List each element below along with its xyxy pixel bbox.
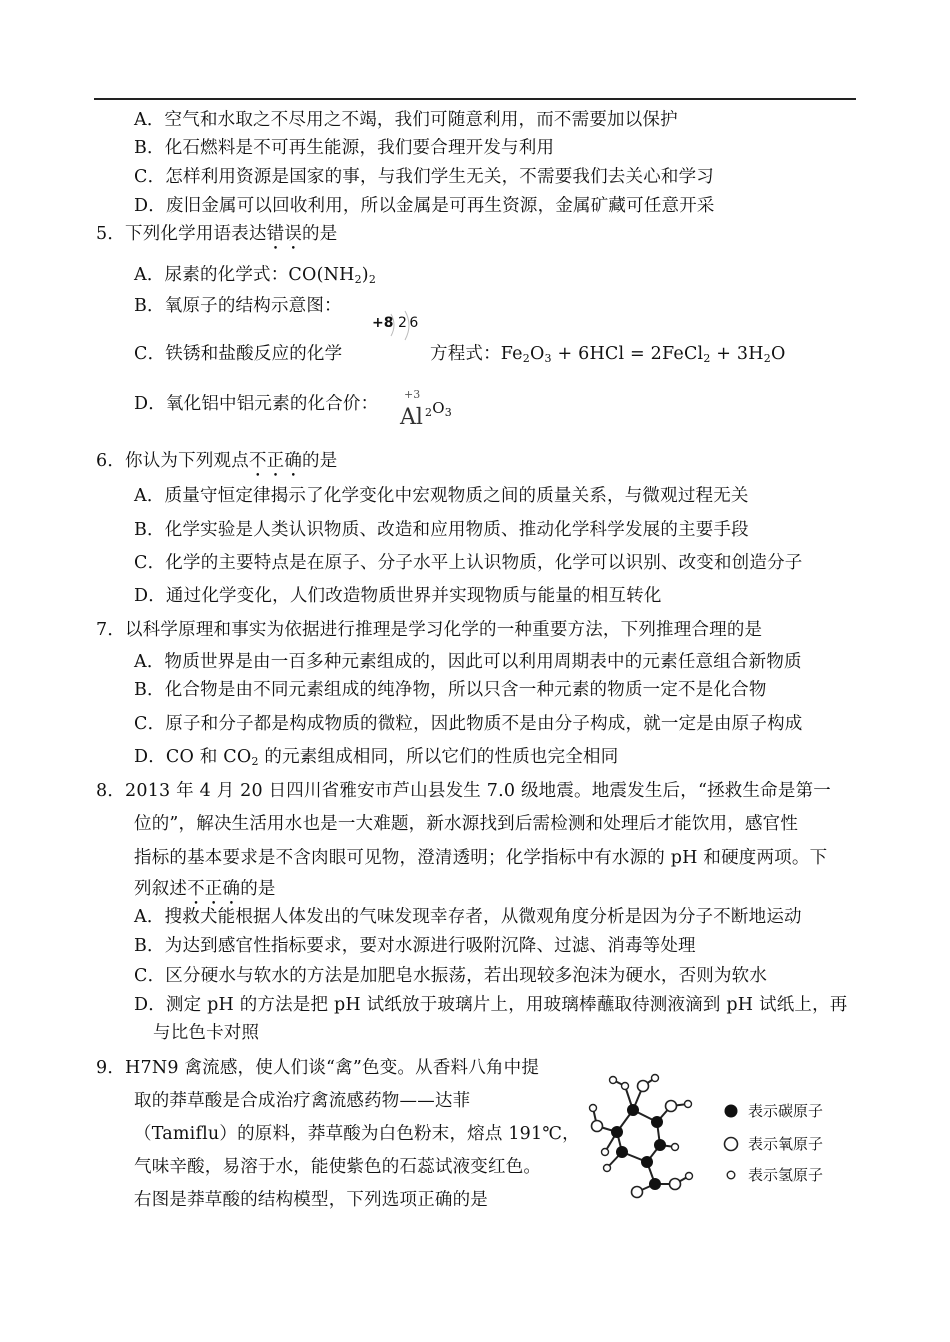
q8-stem-line3: 指标的基本要求是不含肉眼可见物，澄清透明；化学指标中有水源的 pH 和硬度两项。下 [134, 848, 828, 868]
q9-stem-line3: （Tamiflu）的原料，莽草酸为白色粉末，熔点 191℃， [134, 1124, 580, 1144]
atom-nucleus: +8 [372, 315, 394, 331]
valence-label: +3 [404, 388, 421, 401]
legend-hydrogen: 表示氢原子 [748, 1166, 824, 1184]
q8-option-c: C．区分硬水与软水的方法是加肥皂水振荡，若出现较多泡沫为硬水，否则为软水 [134, 966, 768, 986]
legend-symbols [720, 1100, 744, 1180]
legend-oxygen: 表示氧原子 [748, 1135, 824, 1153]
q6-option-c: C．化学的主要特点是在原子、分子水平上认识物质，化学可以识别、改变和创造分子 [134, 553, 803, 573]
q8-stem-line1: 8．2013 年 4 月 20 日四川省雅安市芦山县发生 7.0 级地震。地震发生后，“拯救生命是第一 [96, 781, 831, 801]
q6-stem: 6．你认为下列观点不正确的是 [96, 451, 338, 471]
q6-option-d: D．通过化学变化，人们改造物质世界并实现物质与能量的相互转化 [134, 586, 662, 606]
q9-stem-line4: 气味辛酸，易溶于水，能使紫色的石蕊试液变红色。 [134, 1157, 542, 1177]
q8-option-d-line2: 与比色卡对照 [153, 1023, 260, 1043]
q5-stem: 5．下列化学用语表达错误的是 [96, 224, 338, 244]
shikimic-acid-model [585, 1072, 705, 1207]
q4-option-c: C．怎样利用资源是国家的事，与我们学生无关，不需要我们去关心和学习 [134, 167, 714, 187]
atom-shells: 2 6 [398, 315, 418, 331]
q5-option-c: C．铁锈和盐酸反应的化学 [134, 344, 343, 364]
q5-option-b: B．氧原子的结构示意图： [134, 296, 342, 316]
q7-option-d: D．CO 和 $CO_2$ 的元素组成相同，所以它们的性质也完全相同 [134, 747, 619, 768]
q7-option-b: B．化合物是由不同元素组成的纯净物，所以只含一种元素的物质一定不是化合物 [134, 680, 767, 700]
q5-option-d: D．氧化铝中铝元素的化合价： [134, 394, 379, 414]
q9-stem-line1: 9．H7N9 禽流感，使人们谈“禽”色变。从香料八角中提 [96, 1058, 540, 1078]
aluminum-symbol: Al [400, 405, 423, 430]
q5-option-c-equation: 方程式：$Fe_2O_3 + 6HCl$ = 2FeCl$_2$ + $3H_2O$ [430, 344, 786, 365]
legend-carbon: 表示碳原子 [748, 1102, 824, 1120]
q8-emphasis: 不正确 [187, 879, 241, 899]
q4-option-a: A．空气和水取之不尽用之不竭，我们可随意利用，而不需要加以保护 [134, 110, 678, 130]
header-rule [94, 98, 856, 100]
q5-emphasis: 错误 [266, 224, 303, 244]
alumina-formula: $_2O_3$ [425, 399, 452, 419]
q4-option-b: B．化石燃料是不可再生能源，我们要合理开发与利用 [134, 138, 555, 158]
q8-option-d-line1: D．测定 pH 的方法是把 pH 试纸放于玻璃片上，用玻璃棒蘸取待测液滴到 pH 试纸上，再 [134, 995, 848, 1015]
q4-option-d: D．废旧金属可以回收利用，所以金属是可再生资源，金属矿藏可任意开采 [134, 196, 715, 216]
oxygen-atom-diagram [367, 306, 427, 348]
q6-option-b: B．化学实验是人类认识物质、改造和应用物质、推动化学科学发展的主要手段 [134, 520, 749, 540]
q9-stem-line5: 右图是莽草酸的结构模型，下列选项正确的是 [134, 1190, 488, 1210]
q7-stem: 7．以科学原理和事实为依据进行推理是学习化学的一种重要方法，下列推理合理的是 [96, 620, 763, 640]
q6-option-a: A．质量守恒定律揭示了化学变化中宏观物质之间的质量关系，与微观过程无关 [134, 486, 749, 506]
q5-option-a: A．尿素的化学式：$CO(NH_2)_2$ [134, 265, 377, 286]
q9-stem-line2: 取的莽草酸是合成治疗禽流感药物——达菲 [134, 1091, 471, 1111]
q8-stem-line4: 列叙述不正确的是 [134, 879, 276, 899]
q8-option-b: B．为达到感官性指标要求，要对水源进行吸附沉降、过滤、消毒等处理 [134, 936, 696, 956]
q7-option-c: C．原子和分子都是构成物质的微粒，因此物质不是由分子构成，就一定是由原子构成 [134, 714, 803, 734]
q6-emphasis: 不正确 [248, 451, 303, 471]
q7-option-a: A．物质世界是由一百多种元素组成的，因此可以利用周期表中的元素任意组合新物质 [134, 652, 802, 672]
q8-stem-line2: 位的”，解决生活用水也是一大难题，新水源找到后需检测和处理后才能饮用，感官性 [134, 814, 799, 834]
q8-option-a: A．搜救犬能根据人体发出的气味发现幸存者，从微观角度分析是因为分子不断地运动 [134, 907, 802, 927]
